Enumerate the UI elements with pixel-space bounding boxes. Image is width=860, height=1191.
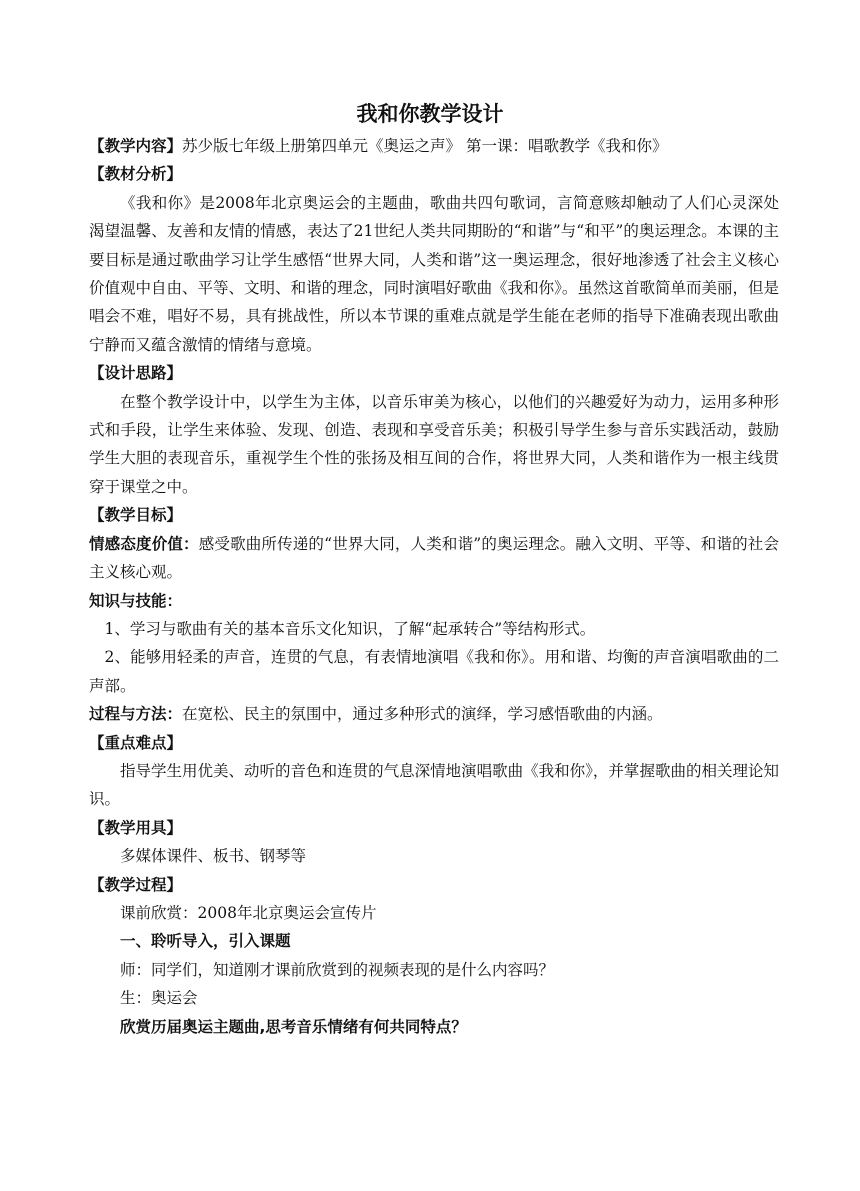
teacher-line: 师：同学们，知道刚才课前欣赏到的视频表现的是什么内容吗？ [120,960,555,979]
skills-goal-label: 知识与技能： [89,591,183,610]
teaching-content-label: 【教学内容】 [89,137,183,155]
teaching-content-line [89,132,779,160]
procedure-heading: 【教学过程】 [89,875,183,894]
emotion-goal-label: 情感态度价值： [89,534,199,553]
skill-item: 2、能够用轻柔的声音，连贯的气息，有表情地演唱《我和你》。用和谐、均衡的声音演唱歌曲的二声部。 [89,648,779,695]
emotion-goal [89,530,779,587]
skill-item: 1、学习与歌曲有关的基本音乐文化知识，了解“起承转合”等结构形式。 [104,619,596,638]
analysis-heading: 【教材分析】 [89,165,183,184]
pre-class-line: 课前欣赏：2008年北京奥运会宣传片 [120,903,377,922]
key-points-paragraph: 指导学生用优美、动听的音色和连贯的气息深情地演唱歌曲《我和你》，并掌握歌曲的相关理论知识。 [89,761,779,809]
emotion-goal-text: 感受歌曲所传递的“世界大同，人类和谐”的奥运理念。融入文明、平等、和谐的社会主义核心观。 [89,534,779,582]
analysis-paragraph: 《我和你》是2008年北京奥运会的主题曲，歌曲共四句歌词，言简意赅却触动了人们心灵深处渴望温馨、友善和友情的情感，表达了21世纪人类共同期盼的“和谐”与“和平”的奥运理念。本课的主要目标是通过歌曲学习让学生感悟“世界大同，人类和谐”这一奥运理念，很好地渗透了社会主义核心价值观中自由、平等、文明、和谐的理念，同时演唱好歌曲《我和你》。虽然这首歌简单而美丽，但是唱会不难，唱好不易，具有挑战性，所以本节课的重难点就是学生能在老师的指导下准确表现出歌曲宁静而又蕴含激情的情绪与意境。 [89,193,779,354]
page-title: 我和你教学设计 [356,102,504,126]
process-goal-text: 在宽松、民主的氛围中，通过多种形式的演绎，学习感悟歌曲的内涵。 [182,705,663,724]
document-body [89,132,779,1041]
goals-heading: 【教学目标】 [89,506,183,525]
design-paragraph: 在整个教学设计中，以学生为主体，以音乐审美为核心，以他们的兴趣爱好为动力，运用多种形式和手段，让学生来体验、发现、创造、表现和享受音乐美；积极引导学生参与音乐实践活动，鼓励学生大胆的表现音乐，重视学生个性的张扬及相互间的合作，将世界大同，人类和谐作为一根主线贯穿于课堂之中。 [89,392,779,496]
task-line: 欣赏历届奥运主题曲,思考音乐情绪有何共同特点？ [120,1017,467,1036]
process-goal-label: 过程与方法： [89,705,183,724]
student-line: 生：奥运会 [120,989,198,1008]
tools-paragraph: 多媒体课件、板书、钢琴等 [120,847,307,866]
process-goal [89,700,779,728]
tools-heading: 【教学用具】 [89,818,183,837]
step-one-heading: 一、聆听导入，引入课题 [120,932,291,951]
key-points-heading: 【重点难点】 [89,733,183,752]
teaching-content-text: 苏少版七年级上册第四单元《奥运之声》 第一课：唱歌教学《我和你》 [182,137,668,155]
design-heading: 【设计思路】 [89,364,183,383]
